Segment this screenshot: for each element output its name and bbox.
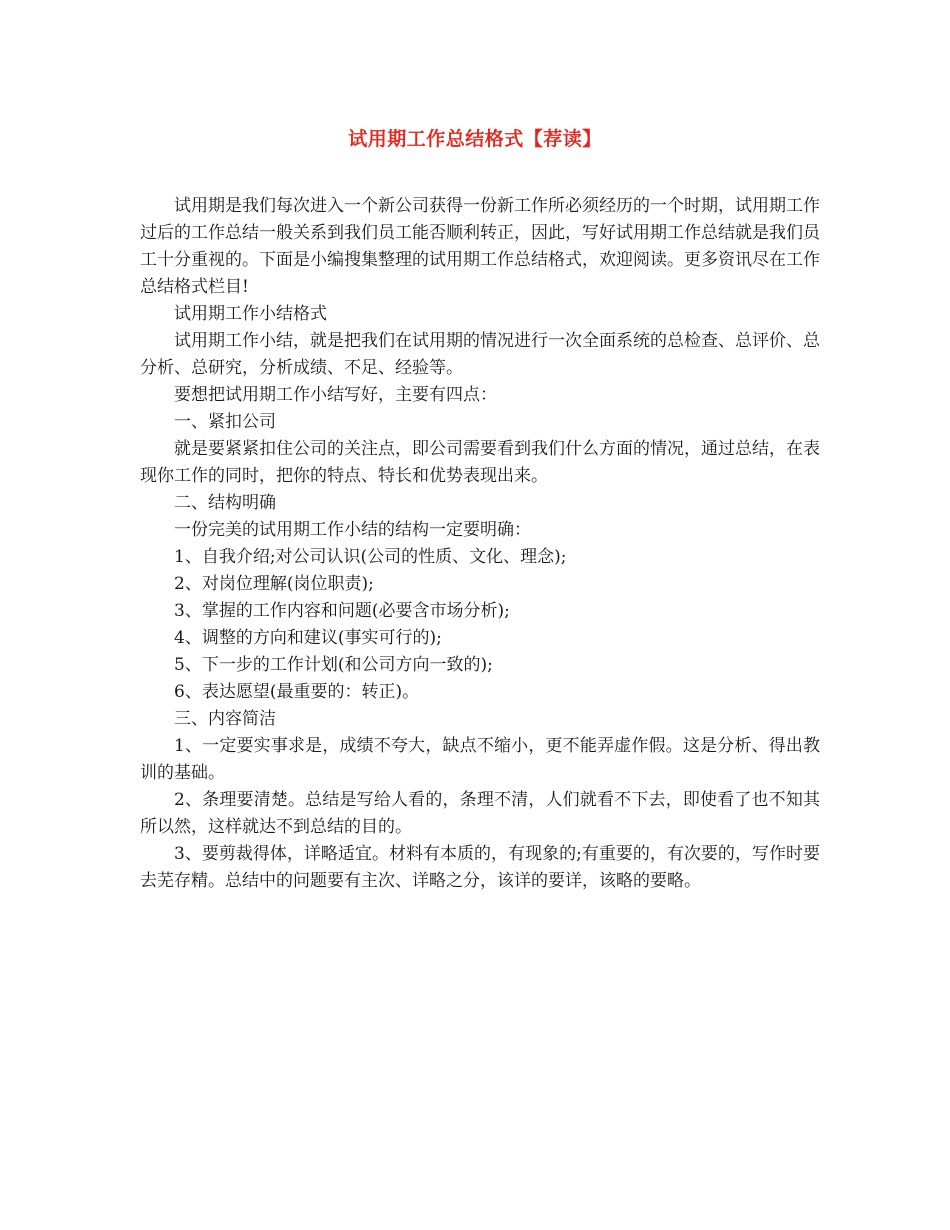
paragraph: 要想把试用期工作小结写好，主要有四点： <box>174 385 497 405</box>
list-item: 1、自我介绍;对公司认识(公司的性质、文化、理念); <box>174 547 567 567</box>
list-item: 3、掌握的工作内容和问题(必要含市场分析); <box>174 601 510 621</box>
list-item: 6、表达愿望(最重要的：转正)。 <box>174 682 420 702</box>
document-title: 试用期工作总结格式【荐读】 <box>348 128 602 150</box>
list-item: 5、下一步的工作计划(和公司方向一致的); <box>174 655 493 675</box>
list-item: 2、条理要清楚。总结是写给人看的，条理不清，人们就看不下去，即使看了也不知其所以然，这样就达不到总结的目的。 <box>140 790 820 837</box>
section-heading: 试用期工作小结格式 <box>174 304 327 324</box>
section-heading: 一、紧扣公司 <box>174 412 276 432</box>
paragraph-intro: 试用期是我们每次进入一个新公司获得一份新工作所必须经历的一个时期，试用期工作过后的工作总结一般关系到我们员工能否顺利转正，因此，写好试用期工作总结就是我们员工十分重视的。下面是小编搜集整理的试用期工作总结格式，欢迎阅读。更多资讯尽在工作总结格式栏目! <box>140 196 820 297</box>
paragraph: 试用期工作小结，就是把我们在试用期的情况进行一次全面系统的总检查、总评价、总分析、总研究，分析成绩、不足、经验等。 <box>140 331 820 378</box>
list-item: 3、要剪裁得体，详略适宜。材料有本质的，有现象的;有重要的，有次要的，写作时要去芜存精。总结中的问题要有主次、详略之分，该详的要详，该略的要略。 <box>140 844 820 891</box>
section-heading: 二、结构明确 <box>174 493 276 513</box>
list-item: 1、一定要实事求是，成绩不夸大，缺点不缩小，更不能弄虚作假。这是分析、得出教训的基础。 <box>140 736 820 783</box>
list-item: 4、调整的方向和建议(事实可行的); <box>174 628 442 648</box>
paragraph: 就是要紧紧扣住公司的关注点，即公司需要看到我们什么方面的情况，通过总结，在表现你工作的同时，把你的特点、特长和优势表现出来。 <box>140 439 820 486</box>
document-body <box>140 193 820 895</box>
paragraph: 一份完美的试用期工作小结的结构一定要明确： <box>174 520 531 540</box>
list-item: 2、对岗位理解(岗位职责); <box>174 574 374 594</box>
section-heading: 三、内容简洁 <box>174 709 276 729</box>
